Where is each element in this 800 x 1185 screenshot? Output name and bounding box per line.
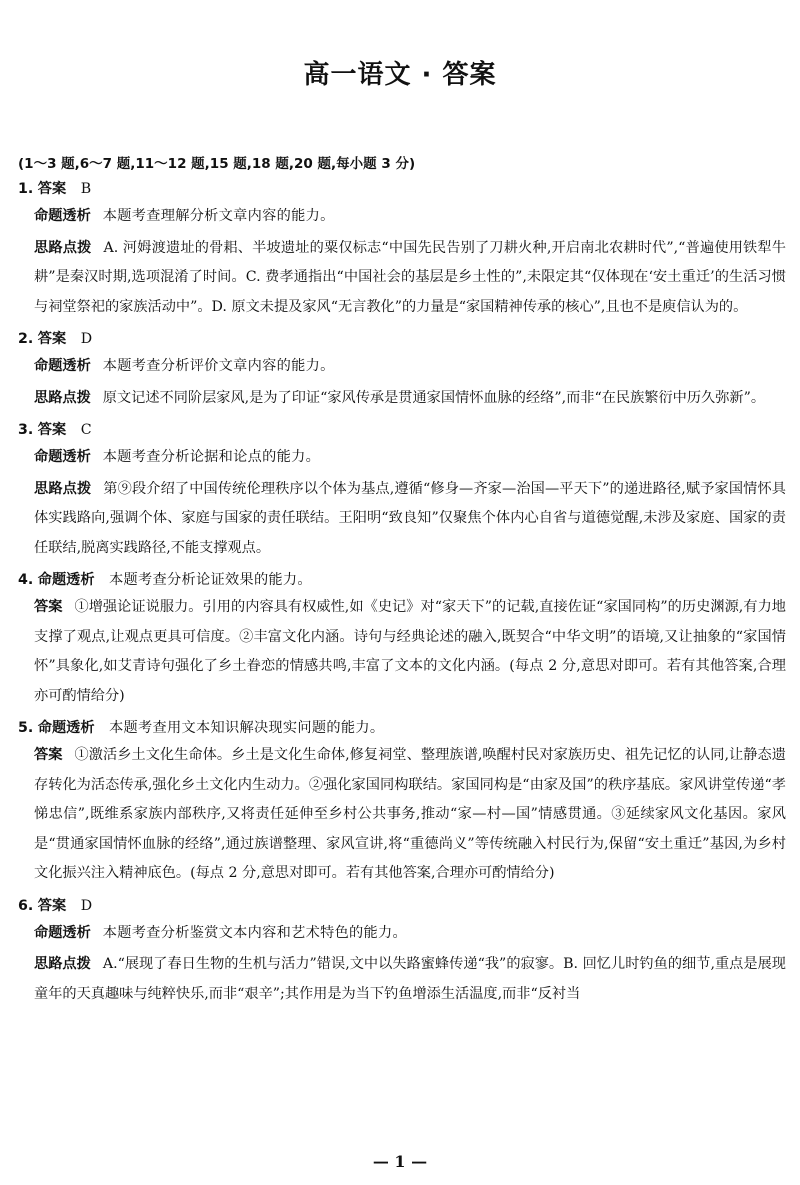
question-2-header bbox=[18, 326, 786, 352]
hint-text: A.“展现了春日生物的生机与活力”错误,文中以失路蜜蜂传递“我”的寂寥。B. 回忆儿时钓鱼的细节,重点是展现童年的天真趣味与纯粹快乐,而非“艰辛”;其作用是为当下钓鱼增添生活温度,而非“反衬当 bbox=[34, 956, 786, 1002]
answer-choice: C bbox=[80, 422, 92, 438]
answer-label: 答案 bbox=[37, 331, 67, 347]
question-1-header bbox=[18, 176, 786, 202]
question-4-header bbox=[18, 567, 786, 593]
hint-row bbox=[34, 234, 786, 323]
answer-text: ①增强论证说服力。引用的内容具有权威性,如《史记》对“家天下”的记载,直接佐证“家国同构”的历史渊源,有力地支撑了观点,让观点更具可信度。②丰富文化内涵。诗句与经典论述的融入,既契合“中华文明”的语境,又让抽象的“家国情怀”具象化,如艾青诗句强化了乡土眷恋的情感共鸣,丰富了文本的文化内涵。(每点 2 分,意思对即可。若有其他答案,合理亦可酌情给分) bbox=[34, 599, 786, 704]
page-number: — 1 — bbox=[372, 1152, 428, 1171]
answer-content bbox=[18, 176, 786, 1013]
answer-label: 答案 bbox=[37, 181, 67, 197]
intent-label: 命题透析 bbox=[34, 449, 91, 465]
intent-label: 命题透析 bbox=[34, 358, 91, 374]
question-3-header bbox=[18, 417, 786, 443]
answer-choice: B bbox=[80, 181, 92, 197]
hint-text: 第⑨段介绍了中国传统伦理秩序以个体为基点,遵循“修身—齐家—治国—平天下”的递进路径,赋予家国情怀具体实践路向,强调个体、家庭与国家的责任联结。王阳明“致良知”仅聚焦个体内心自省与道德觉醒,未涉及家庭、国家的责任联结,脱离实践路径,不能支撑观点。 bbox=[34, 480, 786, 556]
hint-label: 思路点拨 bbox=[34, 239, 92, 256]
hint-row bbox=[34, 475, 786, 564]
scoring-note: (1～3 题,6～7 题,11～12 题,15 题,18 题,20 题,每小题 3 分) bbox=[18, 156, 416, 172]
intent-text: 本题考查分析论据和论点的能力。 bbox=[102, 449, 321, 465]
intent-row bbox=[34, 352, 786, 382]
question-number: 1. bbox=[18, 181, 34, 197]
question-6 bbox=[18, 893, 786, 1010]
answer-row bbox=[34, 593, 786, 711]
page-title: 高一语文 · 答案 bbox=[303, 60, 497, 90]
question-5-header bbox=[18, 715, 786, 741]
answer-choice: D bbox=[80, 331, 93, 347]
intent-label: 命题透析 bbox=[34, 208, 91, 224]
intent-text: 本题考查分析论证效果的能力。 bbox=[109, 572, 312, 588]
question-number: 3. bbox=[18, 422, 34, 438]
question-5 bbox=[18, 715, 786, 889]
intent-label: 命题透析 bbox=[34, 924, 91, 941]
hint-row bbox=[34, 950, 786, 1009]
question-number: 2. bbox=[18, 331, 34, 347]
hint-row bbox=[34, 384, 786, 414]
question-number: 5. bbox=[18, 720, 34, 736]
answer-label: 答案 bbox=[34, 599, 63, 615]
question-4 bbox=[18, 567, 786, 711]
question-number: 6. bbox=[18, 897, 34, 914]
hint-text: 原文记述不同阶层家风,是为了印证“家风传承是贯通家国情怀血脉的经络”,而非“在民族繁衍中历久弥新”。 bbox=[102, 389, 766, 406]
intent-text: 本题考查分析鉴赏文本内容和艺术特色的能力。 bbox=[102, 924, 408, 941]
hint-label: 思路点拨 bbox=[34, 480, 92, 497]
answer-label: 答案 bbox=[34, 747, 63, 763]
intent-label: 命题透析 bbox=[37, 572, 95, 588]
intent-text: 本题考查分析评价文章内容的能力。 bbox=[102, 358, 335, 374]
question-number: 4. bbox=[18, 572, 34, 588]
intent-row bbox=[34, 919, 786, 949]
hint-label: 思路点拨 bbox=[34, 389, 91, 406]
intent-text: 本题考查用文本知识解决现实问题的能力。 bbox=[109, 720, 385, 736]
answer-choice: D bbox=[80, 897, 93, 914]
question-6-header bbox=[18, 893, 786, 919]
intent-row bbox=[34, 443, 786, 473]
intent-text: 本题考查理解分析文章内容的能力。 bbox=[102, 208, 335, 224]
hint-label: 思路点拨 bbox=[34, 956, 91, 972]
answer-row bbox=[34, 741, 786, 889]
answer-label: 答案 bbox=[37, 422, 67, 438]
question-2 bbox=[18, 326, 786, 413]
question-3 bbox=[18, 417, 786, 563]
intent-label: 命题透析 bbox=[37, 720, 95, 736]
hint-text: A. 河姆渡遗址的骨耜、半坡遗址的粟仅标志“中国先民告别了刀耕火种,开启南北农耕时代”,“普遍使用铁犁牛耕”是秦汉时期,选项混淆了时间。C. 费孝通指出“中国社会的基层是乡土性的”,未限定其“仅体现在‘安土重迁’的生活习惯与祠堂祭祀的家族活动中”。D. 原文未提及家风“无言教化”的力量是“家国精神传承的核心”,且也不是庾信认为的。 bbox=[34, 239, 786, 315]
intent-row bbox=[34, 202, 786, 232]
question-1 bbox=[18, 176, 786, 322]
answer-text: ①激活乡土文化生命体。乡土是文化生命体,修复祠堂、整理族谱,唤醒村民对家族历史、祖先记忆的认同,让静态遗存转化为活态传承,强化乡土文化内生动力。②强化家国同构联结。家国同构是“由家及国”的秩序基底。家风讲堂传递“孝悌忠信”,既维系家族内部秩序,又将责任延伸至乡村公共事务,推动“家—村—国”情感贯通。③延续家风文化基因。家风是“贯通家国情怀血脉的经络”,通过族谱整理、家风宣讲,将“重德尚义”等传统融入村民行为,保留“安土重迁”基因,为乡村文化振兴注入精神底色。(每点 2 分,意思对即可。若有其他答案,合理亦可酌情给分) bbox=[34, 747, 786, 881]
answer-label: 答案 bbox=[37, 897, 67, 914]
